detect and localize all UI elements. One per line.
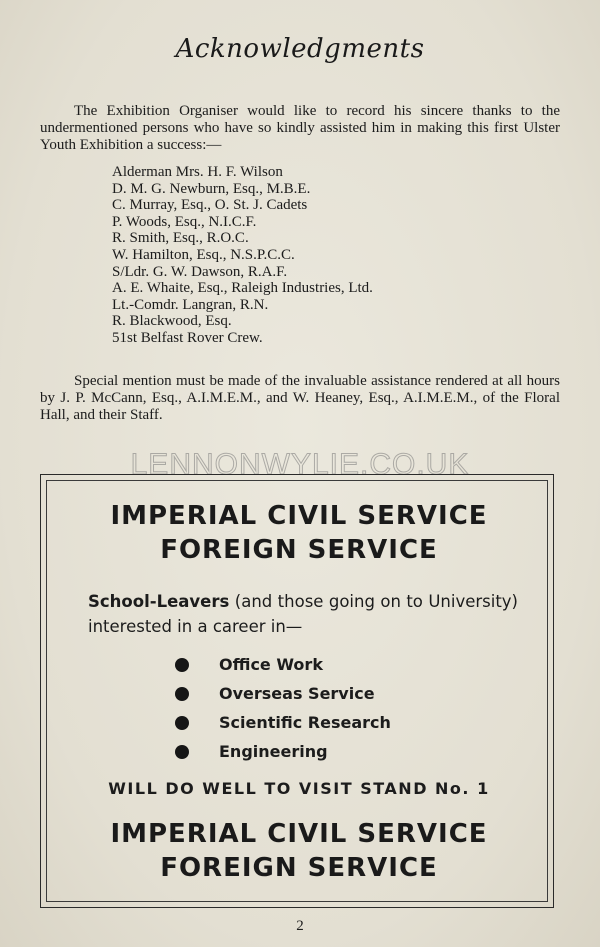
list-item: P. Woods, Esq., N.I.C.F.: [112, 213, 257, 230]
bullet-icon: [175, 687, 189, 701]
list-item: Lt.-Comdr. Langran, R.N.: [112, 296, 269, 313]
bullet-icon: [175, 716, 189, 730]
list-item: A. E. Whaite, Esq., Raleigh Industries, Ltd.: [112, 280, 373, 297]
intro-text: The Exhibition Organiser would like to record his sincere thanks to the undermentioned persons who have so kindly assisted him in making this first Ulster Youth Exhibition a success:—: [40, 103, 560, 153]
list-item: D. M. G. Newburn, Esq., M.B.E.: [112, 180, 311, 197]
advert-footer-line2: FOREIGN SERVICE: [160, 853, 438, 883]
career-label: Engineering: [219, 742, 328, 761]
bullet-icon: [175, 658, 189, 672]
special-mention-paragraph: [40, 373, 560, 424]
advert-title-line2: FOREIGN SERVICE: [160, 535, 438, 565]
advert-inner-frame: [46, 480, 548, 902]
advert-footer-line1: IMPERIAL CIVIL SERVICE: [110, 819, 488, 849]
acknowledged-list: [112, 164, 532, 347]
advert-intro-rest: (and those going on to University) interested in a career in—: [88, 592, 518, 636]
list-item: 51st Belfast Rover Crew.: [112, 329, 263, 346]
career-label: Scientific Research: [219, 713, 391, 732]
advert-box: [40, 474, 554, 908]
intro-paragraph: [40, 103, 560, 154]
career-label: Office Work: [219, 655, 323, 674]
visit-stand-text: WILL DO WELL TO VISIT STAND No. 1: [108, 779, 490, 798]
list-item: Alderman Mrs. H. F. Wilson: [112, 164, 283, 180]
list-item: S/Ldr. G. W. Dawson, R.A.F.: [112, 263, 288, 280]
watermark: LENNONWYLIE.CO.UK: [130, 448, 470, 481]
list-item: [175, 650, 495, 679]
page-number: 2: [296, 918, 304, 934]
special-mention-text: Special mention must be made of the invaluable assistance rendered at all hours by J. P. McCann, Esq., A.I.M.E.M., and W. Heaney, Esq., A.I.M.E.M., of the Floral Hall, and their Staff.: [40, 373, 560, 423]
list-item: [175, 708, 495, 737]
advert-intro-bold: School-Leavers: [88, 592, 230, 611]
career-list: [175, 650, 495, 766]
career-label: Overseas Service: [219, 684, 375, 703]
advert-intro: [88, 589, 518, 639]
advert-title-line1: IMPERIAL CIVIL SERVICE: [110, 501, 488, 531]
list-item: W. Hamilton, Esq., N.S.P.C.C.: [112, 246, 295, 263]
list-item: C. Murray, Esq., O. St. J. Cadets: [112, 197, 308, 214]
bullet-icon: [175, 745, 189, 759]
page-title: Acknowledgments: [175, 34, 425, 64]
list-item: R. Blackwood, Esq.: [112, 313, 232, 330]
list-item: R. Smith, Esq., R.O.C.: [112, 230, 249, 247]
list-item: [175, 737, 495, 766]
list-item: [175, 679, 495, 708]
